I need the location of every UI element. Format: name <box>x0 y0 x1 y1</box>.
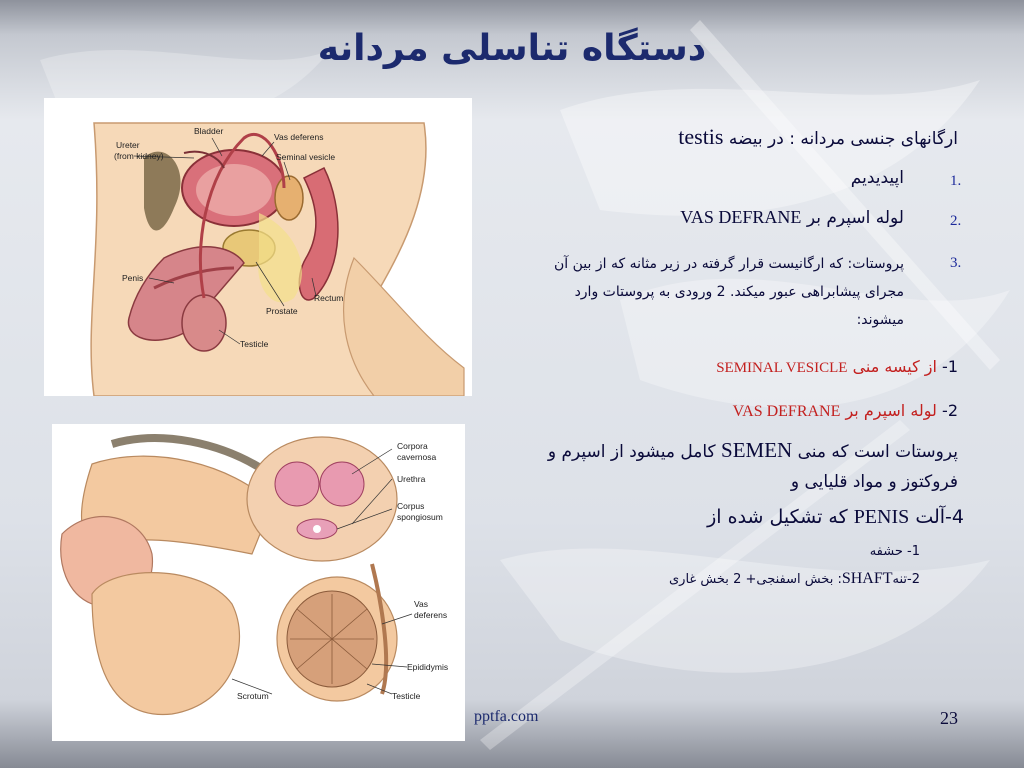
intro-line <box>678 124 958 150</box>
list-text: اپیدیدیم <box>850 168 904 188</box>
list-text-fa: لوله اسپرم بر <box>806 208 904 228</box>
list-text-en: VAS DEFRANE <box>680 207 802 227</box>
label-corpus-2: spongiosum <box>397 512 443 522</box>
label-urethra: Urethra <box>397 474 426 484</box>
penis-en: PENIS <box>853 506 910 528</box>
list-num: 2. <box>950 213 962 229</box>
label-prostate: Prostate <box>266 306 298 316</box>
label-bladder: Bladder <box>194 126 224 136</box>
penis-sub2-en: SHAFT <box>841 570 893 587</box>
sub-item-seminal <box>716 357 958 377</box>
semen-en: SEMEN <box>721 438 793 462</box>
page-title: دستگاه تناسلی مردانه <box>317 28 707 69</box>
label-testicle: Testicle <box>240 339 269 349</box>
penis-fa-b: که تشکیل شده از <box>707 506 848 528</box>
label-from-kidney: (from kidney) <box>114 151 164 161</box>
label-rectum: Rectum <box>314 293 344 303</box>
label-testicle-2: Testicle <box>392 691 421 701</box>
footer-site[interactable]: pptfa.com <box>474 708 539 725</box>
penis-sub2-b: : بخش اسفنجی+ 2 بخش غاری <box>669 572 842 587</box>
label-penis: Penis <box>122 273 144 283</box>
intro-fa: ارگانهای جنسی مردانه : در بیضه <box>728 129 958 149</box>
semen-fa-a: پروستات است که منی <box>797 442 958 462</box>
sub1-en: SEMINAL VESICLE <box>716 360 848 376</box>
intro-en: testis <box>678 124 724 149</box>
anatomy-figure-external <box>52 424 465 741</box>
label-epididymis: Epididymis <box>407 662 449 672</box>
sub2-fa: لوله اسپرم بر <box>845 401 937 420</box>
penis-sub2 <box>669 570 920 588</box>
label-vas-2: deferens <box>414 610 448 620</box>
label-corpora-1: Corpora <box>397 441 428 451</box>
sub1-prefix: 1- <box>942 357 958 376</box>
list-text-line <box>680 207 904 228</box>
sub2-en: VAS DEFRANE <box>732 403 841 420</box>
anatomy-figure-sagittal <box>44 98 472 396</box>
penis-sub2-a: 2-تنه <box>892 572 920 587</box>
penis-line <box>707 506 964 529</box>
sub1-fa: از کیسه منی <box>852 357 937 376</box>
penis-fa-a: آلت <box>915 506 946 528</box>
label-corpora-2: cavernosa <box>397 452 437 462</box>
list-num: 1. <box>950 173 962 189</box>
label-corpus-1: Corpus <box>397 501 425 511</box>
penis-prefix: 4- <box>945 506 964 528</box>
label-ureter: Ureter <box>116 140 140 150</box>
list-text: پروستات: که ارگانیست قرار گرفته در زیر مثانه که از بین آن مجرای پیشابراهی عبور میکند. 2 ورودی به پروستات وارد میشوند: <box>554 256 904 328</box>
label-scrotum: Scrotum <box>237 691 269 701</box>
page-number: 23 <box>940 708 958 728</box>
semen-paragraph <box>518 435 958 497</box>
label-vas-deferens: Vas deferens <box>274 132 324 142</box>
label-vas-1: Vas <box>414 599 429 609</box>
sub2-prefix: 2- <box>942 401 958 420</box>
label-seminal-vesicle: Seminal vesicle <box>276 152 336 162</box>
penis-sub1: 1- حشفه <box>869 544 920 559</box>
sub-item-vas <box>733 401 958 421</box>
semen-fa-b: کامل میشود از اسپرم و فروکتوز و مواد قلیایی و <box>547 442 958 492</box>
list-num: 3. <box>950 255 962 271</box>
